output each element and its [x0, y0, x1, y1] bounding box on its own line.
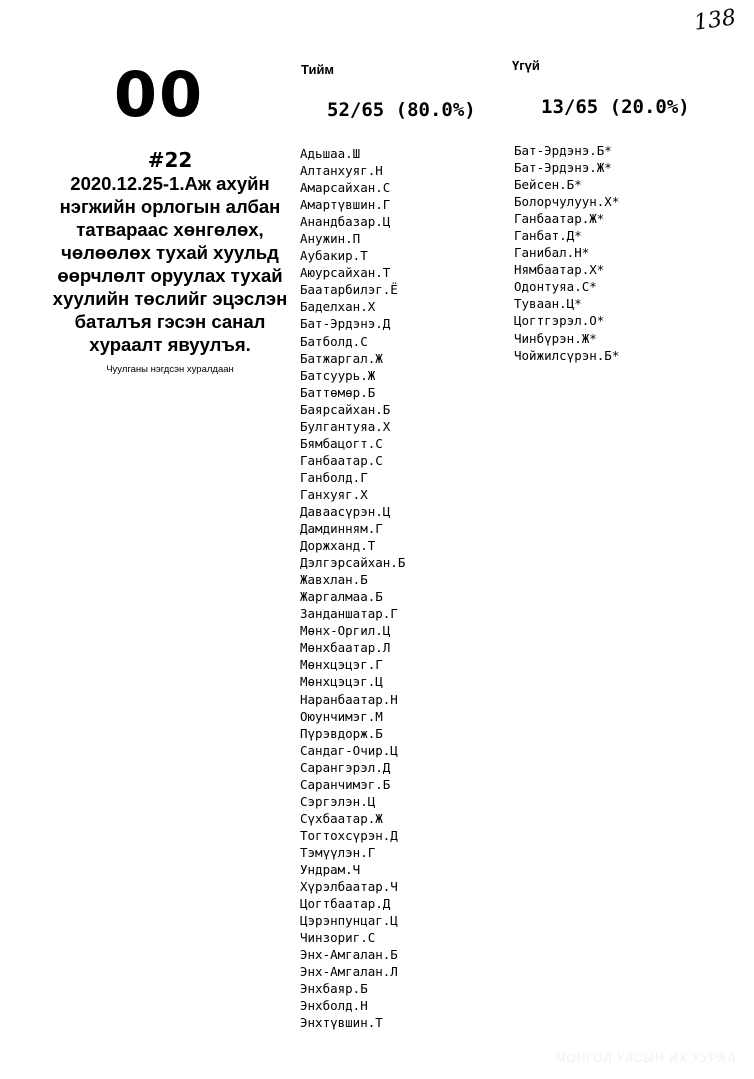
handwritten-page-number: 138	[692, 5, 738, 36]
yes-voter-name: Анандбазар.Ц	[300, 214, 391, 230]
yes-voter-name: Жаргалмаа.Б	[300, 589, 383, 605]
yes-voter-name: Анужин.П	[300, 231, 361, 247]
yes-voter-name: Булгантуяа.Х	[300, 418, 391, 434]
yes-voter-name: Баатарбилэг.Ё	[300, 282, 398, 298]
yes-voter-name: Наранбаатар.Н	[300, 691, 398, 707]
yes-total: 52/65 (80.0%)	[327, 99, 476, 121]
yes-voter-name: Сүхбаатар.Ж	[300, 810, 383, 826]
yes-voter-name: Сарангэрэл.Д	[300, 759, 391, 775]
no-voter-name: Одонтуяа.С*	[514, 279, 597, 295]
yes-voter-name: Мөнхцэцэг.Г	[300, 657, 383, 673]
yes-voter-name: Баттөмөр.Б	[300, 384, 376, 400]
yes-voter-name: Дэлгэрсайхан.Б	[300, 555, 406, 571]
yes-voter-name: Жавхлан.Б	[300, 572, 368, 588]
yes-voter-name: Ганхуяг.Х	[300, 486, 368, 502]
no-voter-name: Ганбат.Д*	[514, 228, 582, 244]
yes-voter-name: Аубакир.Т	[300, 248, 368, 264]
yes-voter-name: Энх-Амгалан.Б	[300, 947, 398, 963]
no-voter-name: Бат-Эрдэнэ.Б*	[514, 143, 612, 158]
yes-voters-list	[300, 145, 405, 1031]
no-voter-name: Бат-Эрдэнэ.Ж*	[514, 160, 612, 176]
yes-voter-name: Ганболд.Г	[300, 469, 368, 485]
yes-voter-name: Даваасүрэн.Ц	[300, 503, 391, 519]
yes-voter-name: Мөнхцэцэг.Ц	[300, 674, 383, 690]
no-total: 13/65 (20.0%)	[541, 96, 690, 118]
yes-voter-name: Дамдинням.Г	[300, 521, 383, 537]
yes-column-header: Тийм	[301, 62, 335, 77]
yes-voter-name: Саранчимэг.Б	[300, 776, 391, 792]
yes-voter-name: Энхболд.Н	[300, 998, 368, 1014]
yes-voter-name: Тэмүүлэн.Г	[300, 844, 376, 860]
yes-voter-name: Чинзориг.С	[300, 930, 376, 946]
yes-voter-name: Энх-Амгалан.Л	[300, 964, 398, 980]
yes-voter-name: Бямбацогт.С	[300, 435, 383, 451]
yes-voter-name: Баярсайхан.Б	[300, 401, 391, 417]
yes-voter-name: Хүрэлбаатар.Ч	[300, 879, 398, 895]
no-voter-name: Бейсен.Б*	[514, 177, 582, 193]
yes-voter-name: Алтанхуяг.Н	[300, 163, 383, 179]
yes-voter-name: Амартүвшин.Г	[300, 197, 391, 213]
yes-voter-name: Аюурсайхан.Т	[300, 265, 391, 281]
no-voter-name: Нямбаатар.Х*	[514, 262, 605, 278]
yes-voter-name: Мөнх-Оргил.Ц	[300, 623, 391, 639]
yes-voter-name: Занданшатар.Г	[300, 606, 398, 622]
session-clock: 00	[113, 58, 205, 131]
yes-voter-name: Батсуурь.Ж	[300, 367, 376, 383]
yes-voter-name: Ганбаатар.С	[300, 452, 383, 468]
yes-voter-name: Баделхан.Х	[300, 299, 376, 315]
no-voter-name: Ганбаатар.Ж*	[514, 211, 605, 227]
yes-voter-name: Цогтбаатар.Д	[300, 896, 391, 912]
watermark: МОНГОЛ УЛСЫН ИХ ХУРАЛ	[555, 1051, 736, 1065]
motion-block	[42, 148, 298, 376]
yes-voter-name: Батжаргал.Ж	[300, 350, 383, 366]
yes-voter-name: Бат-Эрдэнэ.Д	[300, 316, 391, 332]
yes-voter-name: Энхтүвшин.Т	[300, 1015, 383, 1031]
no-voter-name: Туваан.Ц*	[514, 296, 582, 312]
yes-voter-name: Сэргэлэн.Ц	[300, 793, 376, 809]
yes-voter-name: Батболд.С	[300, 333, 368, 349]
yes-voter-name: Цэрэнпунцаг.Ц	[300, 913, 398, 929]
yes-voter-name: Ундрам.Ч	[300, 861, 361, 877]
no-voter-name: Ганибал.Н*	[514, 245, 590, 261]
no-voter-name: Болорчулуун.Х*	[514, 194, 620, 210]
yes-voter-name: Оюунчимэг.М	[300, 708, 383, 724]
yes-voter-name: Энхбаяр.Б	[300, 981, 368, 997]
session-name: Чуулганы нэгдсэн хуралдаан	[106, 364, 234, 375]
yes-voter-name: Мөнхбаатар.Л	[300, 640, 391, 656]
yes-voter-name: Сандаг-Очир.Ц	[300, 742, 398, 758]
motion-text: 2020.12.25-1.Аж ахуйн нэгжийн орлогын албан татвараас хөнгөлөх, чөлөөлөх тухай хуульд өөрчлөлт оруулах тухай хуулийн төслийг эцэслэн баталъя гэсэн санал хураалт явуулъя.	[52, 173, 288, 355]
no-voter-name: Чинбүрэн.Ж*	[514, 330, 597, 346]
yes-voter-name: Адьшаа.Ш	[300, 146, 361, 161]
no-voter-name: Чойжилсүрэн.Б*	[514, 347, 620, 363]
no-voters-list	[514, 142, 619, 364]
yes-voter-name: Тогтохсүрэн.Д	[300, 827, 398, 843]
yes-voter-name: Амарсайхан.С	[300, 180, 391, 196]
no-column-header: Үгүй	[512, 58, 540, 73]
yes-voter-name: Доржханд.Т	[300, 538, 376, 554]
motion-number: #22	[147, 148, 193, 172]
yes-voter-name: Пүрэвдорж.Б	[300, 725, 383, 741]
no-voter-name: Цогтгэрэл.О*	[514, 313, 605, 329]
